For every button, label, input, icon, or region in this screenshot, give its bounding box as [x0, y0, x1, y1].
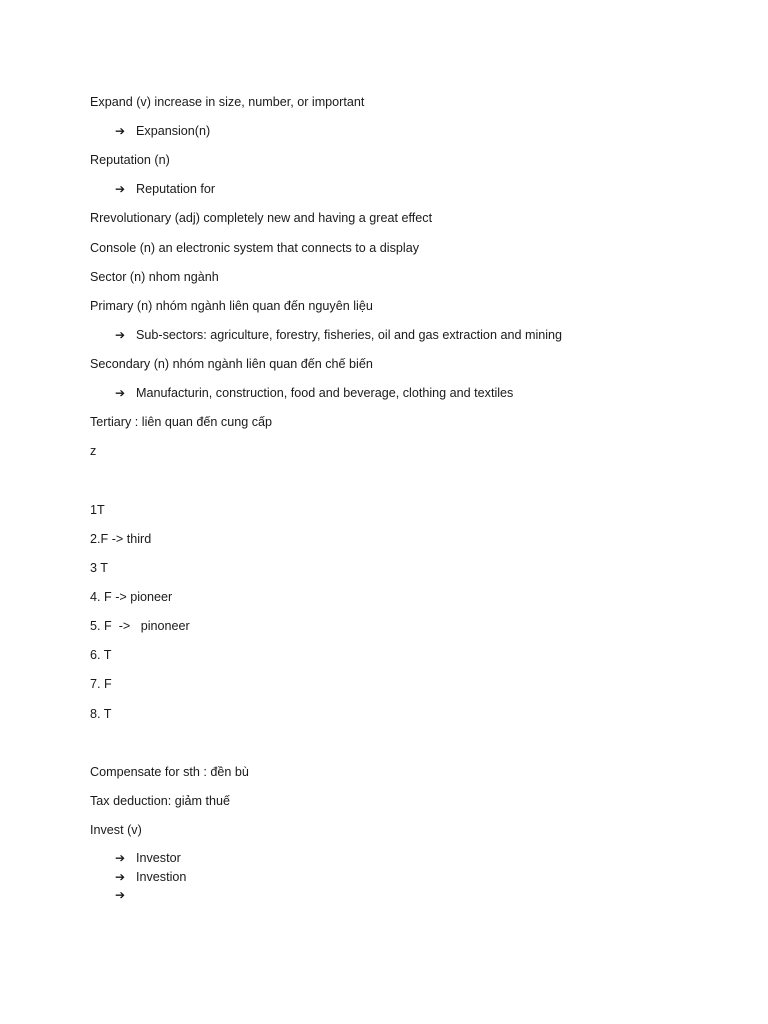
answer-line: 6. T [90, 648, 112, 662]
vocab-compensate: Compensate for sth : đền bù [90, 765, 249, 779]
bullet-text: Expansion(n) [136, 124, 211, 138]
answer-line: 5. F -> pinoneer [90, 619, 190, 633]
stray-text: z [90, 444, 97, 458]
answer-line: 4. F -> pioneer [90, 590, 173, 604]
bullet-investion [115, 869, 187, 885]
vocab-tertiary: Tertiary : liên quan đến cung cấp [90, 415, 273, 429]
vocab-tax-deduction: Tax deduction: giảm thuế [90, 794, 231, 808]
vocab-sector: Sector (n) nhom ngành [90, 270, 219, 284]
arrow-right-icon: ➔ [115, 328, 126, 342]
arrow-right-icon: ➔ [115, 870, 126, 884]
arrow-right-icon: ➔ [115, 888, 126, 902]
bullet-text: Investion [136, 870, 187, 884]
vocab-primary: Primary (n) nhóm ngành liên quan đến nguyên liệu [90, 299, 373, 313]
arrow-right-icon: ➔ [115, 182, 126, 196]
vocab-invest: Invest (v) [90, 823, 142, 837]
bullet-text: Manufacturin, construction, food and beverage, clothing and textiles [136, 386, 514, 400]
bullet-text: Investor [136, 851, 181, 865]
vocab-expand: Expand (v) increase in size, number, or important [90, 95, 365, 109]
bullet-investor [115, 850, 181, 866]
answer-line: 8. T [90, 707, 112, 721]
answer-line: 2.F -> third [90, 532, 152, 546]
vocab-console: Console (n) an electronic system that connects to a display [90, 241, 419, 255]
bullet-secondary-examples [115, 385, 514, 401]
bullet-text: Reputation for [136, 182, 216, 196]
answer-line: 3 T [90, 561, 108, 575]
bullet-expansion [115, 123, 211, 139]
answer-line: 1T [90, 503, 105, 517]
vocab-reputation: Reputation (n) [90, 153, 170, 167]
arrow-right-icon: ➔ [115, 124, 126, 138]
vocab-secondary: Secondary (n) nhóm ngành liên quan đến chế biến [90, 357, 373, 371]
bullet-text: Sub-sectors: agriculture, forestry, fisheries, oil and gas extraction and mining [136, 328, 563, 342]
bullet-empty [115, 887, 129, 903]
bullet-primary-subsectors [115, 327, 563, 343]
bullet-reputation-for [115, 181, 216, 197]
arrow-right-icon: ➔ [115, 851, 126, 865]
arrow-right-icon: ➔ [115, 386, 126, 400]
vocab-revolutionary: Rrevolutionary (adj) completely new and having a great effect [90, 211, 433, 225]
answer-line: 7. F [90, 677, 112, 691]
